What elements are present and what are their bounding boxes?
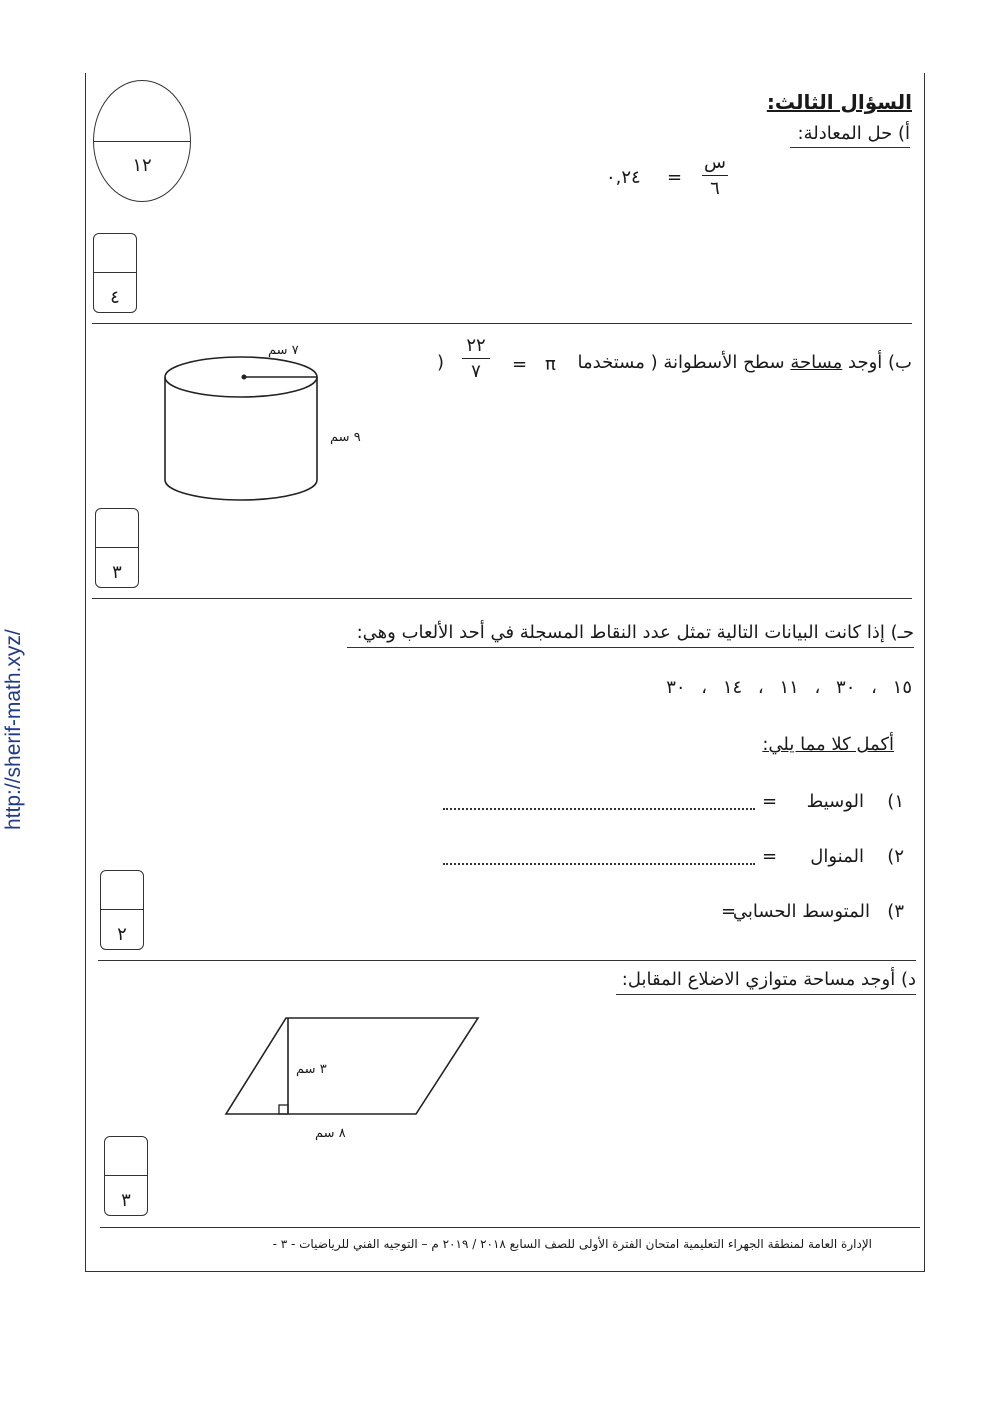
part-c-item-2-answer-line[interactable] [443,863,755,865]
part-a-rhs: ٠,٢٤ [606,167,641,188]
part-a-mark: ٤ [110,287,120,308]
part-c-item-1-answer-line[interactable] [443,808,755,810]
part-b-label-start: ب) أوجد [848,352,912,373]
part-c-complete-label: أكمل كلا مما يلي: [762,734,894,755]
part-c-item-3-text: المتوسط الحسابي [732,901,870,922]
part-b-fraction [462,335,490,382]
cylinder-radius-label: ٧ سم [268,343,299,358]
part-a-equals: = [667,167,683,188]
part-a-frac-num: س [704,152,726,173]
part-c-data-values: ١٥ ، ٣٠ ، ١١ ، ١٤ ، ٣٠ [666,677,912,698]
cylinder-height-label: ٩ سم [330,430,361,445]
part-b-mark-box [95,508,139,588]
divider-a-b [92,323,912,324]
part-c-item-2-text: المنوال [810,846,864,867]
page-frame [85,73,925,1272]
part-b-label-rest: سطح الأسطوانة ( مستخدما [577,352,785,373]
part-b-pi-den: ٧ [471,361,481,382]
question-title: السؤال الثالث: [766,90,912,114]
part-b-pi-num: ٢٢ [466,335,486,356]
watermark-url: http://sherif-math.xyz/ [2,629,25,830]
total-mark-value: ١٢ [132,155,152,176]
part-b-label [578,352,912,373]
parallelogram-height-label: ٣ سم [296,1062,327,1077]
part-c-mark: ٢ [117,924,127,945]
part-b-equals: = [512,354,528,375]
part-a-mark-box [93,233,137,313]
part-b-pi: π [545,354,556,375]
part-c-item-1-num: ١) [887,791,904,812]
part-d-mark: ٣ [121,1190,131,1211]
part-c-mark-box [100,870,144,950]
part-d-label: د) أوجد مساحة متوازي الاضلاع المقابل: [616,969,916,995]
part-c-item-2-num: ٢) [887,846,904,867]
part-a-label: أ) حل المعادلة: [790,123,911,148]
part-c-item-3-num: ٣) [887,901,904,922]
divider-c-d [98,960,916,961]
cylinder-figure [150,340,380,510]
part-a-fraction [702,152,728,199]
part-c-item-1-text: الوسيط [806,791,864,812]
part-c-item-3-eq: = [721,901,737,922]
part-a-frac-den: ٦ [710,178,720,199]
part-b-mark: ٣ [112,562,122,583]
page-footer: الإدارة العامة لمنطقة الجهراء التعليمية امتحان الفترة الأولى للصف السابع ٢٠١٨ / ٢٠١٩ م – التوجيه الفني للرياضيات - ٣ - [272,1237,872,1251]
part-c-item-1-eq: = [762,791,778,812]
divider-footer [100,1227,920,1228]
total-mark-oval [93,80,191,202]
parallelogram-figure [220,1012,490,1122]
part-b-close-paren: ) [437,352,445,373]
divider-b-c [92,598,912,599]
parallelogram-base-label: ٨ سم [315,1126,346,1141]
part-c-label: حـ) إذا كانت البيانات التالية تمثل عدد النقاط المسجلة في أحد الألعاب وهي: [347,622,914,648]
part-b-label-underlined: مساحة [790,352,843,373]
part-d-mark-box [104,1136,148,1216]
part-c-item-2-eq: = [762,846,778,867]
